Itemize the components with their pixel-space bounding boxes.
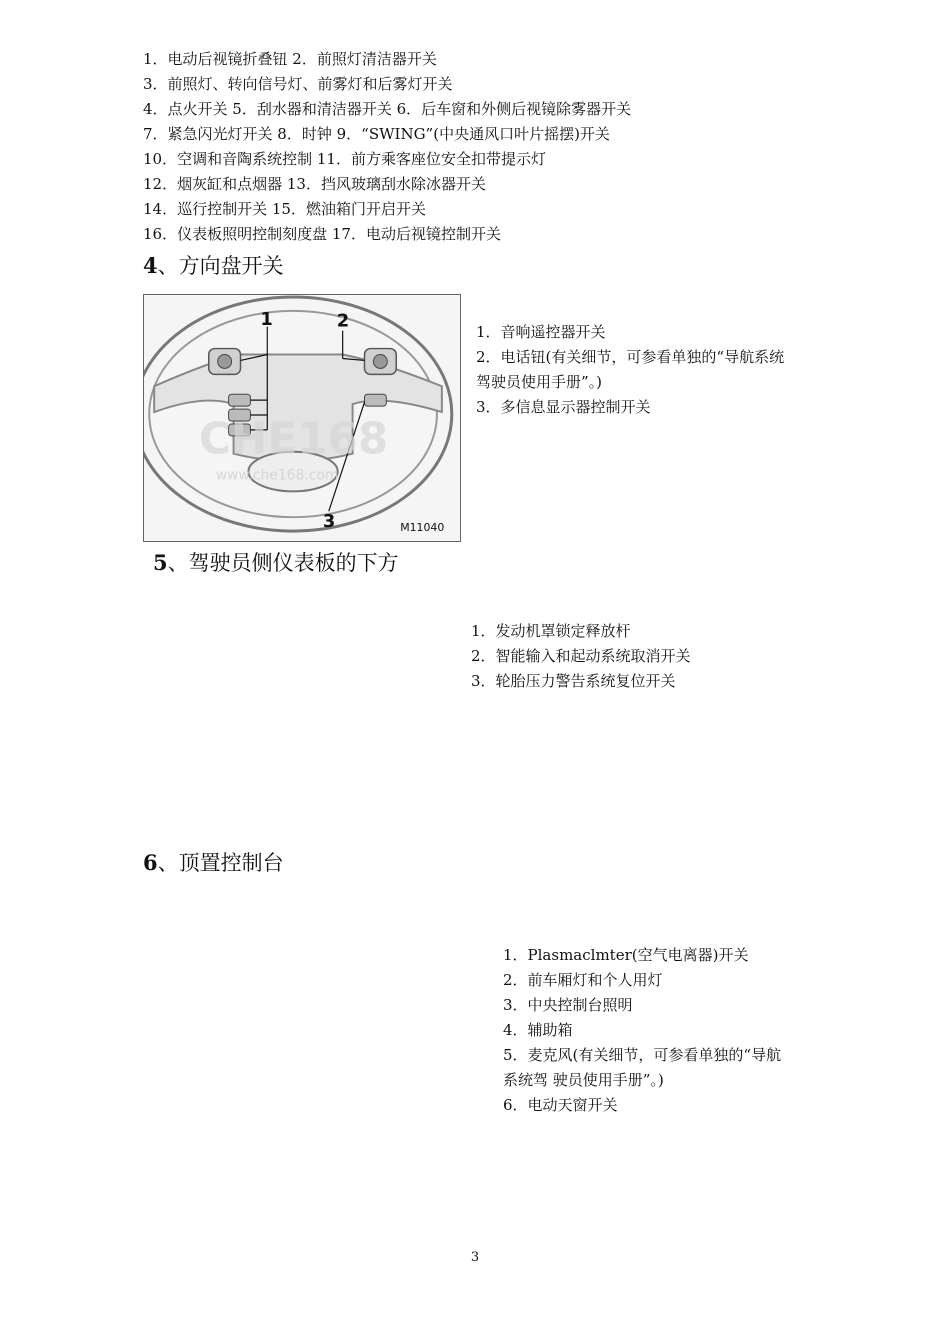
list3-line-6: 12．烟灰缸和点烟器 13．挡风玻璃刮水除冰器开关 [143, 175, 486, 193]
list3-line-8: 16．仪表板照明控制刻度盘 17．电动后视镜控制开关 [143, 225, 501, 243]
page-number: 3 [470, 1250, 480, 1265]
section6-item-2: 2．前车厢灯和个人用灯 [503, 971, 663, 989]
list3-line-5: 10．空调和音陶系统控制 11．前方乘客座位安全扣带提示灯 [143, 150, 546, 168]
section4-item-1: 1．音响遥控器开关 [476, 323, 606, 341]
section5-item-1: 1．发动机罩锁定释放杆 [471, 622, 631, 640]
section4-item-3: 3．多信息显示器控制开关 [476, 398, 651, 416]
section4-title: 、方向盘开关 [157, 254, 284, 278]
steering-wheel-diagram [144, 295, 460, 541]
section4-item-2-cont: 驾驶员使用手册”。) [476, 373, 603, 391]
watermark-url: www.che168.com [215, 467, 339, 484]
section5-heading [153, 548, 399, 578]
list3-line-7: 14．巡行控制开关 15．燃油箱门开启开关 [143, 200, 426, 218]
section4-number: 4 [143, 253, 158, 278]
list3-line-1: 1．电动后视镜折叠钮 2．前照灯清洁器开关 [143, 50, 437, 68]
section6-number: 6 [143, 850, 158, 875]
section6-item-5: 5．麦克风(有关细节，可参看单独的“导航 [503, 1046, 782, 1064]
callout-1: 1 [260, 308, 273, 330]
section4-item-2: 2．电话钮(有关细节，可参看单独的“导航系统 [476, 348, 785, 366]
callout-3: 3 [322, 511, 336, 533]
section6-item-1: 1．Plasmaclmter(空气电离器)开关 [503, 946, 749, 964]
section6-item-3: 3．中央控制台照明 [503, 996, 633, 1014]
section5-item-2: 2．智能输入和起动系统取消开关 [471, 647, 691, 665]
figure-code: M11040 [400, 521, 445, 535]
list3-line-4: 7．紧急闪光灯开关 8．时钟 9．“SWING”(中央通风口叶片摇摆)开关 [143, 125, 610, 143]
section5-title: 、驾驶员侧仪表板的下方 [167, 551, 399, 575]
section6-item-4: 4．辅助箱 [503, 1021, 573, 1039]
list3-line-3: 4．点火开关 5．刮水器和清洁器开关 6．后车窗和外侧后视镜除雾器开关 [143, 100, 632, 118]
list3-line-2: 3．前照灯、转向信号灯、前雾灯和后雾灯开关 [143, 75, 453, 93]
callout-2: 2 [336, 310, 350, 332]
watermark-text: CHE168 [198, 413, 389, 465]
section6-item-5-cont: 系统驾 驶员使用手册”。) [503, 1071, 664, 1089]
section6-item-6: 6．电动天窗开关 [503, 1096, 618, 1114]
section6-title: 、顶置控制台 [157, 851, 284, 875]
steering-wheel-figure [143, 294, 461, 542]
section5-item-3: 3．轮胎压力警告系统复位开关 [471, 672, 676, 690]
section6-heading [143, 848, 284, 878]
section5-number: 5 [153, 550, 168, 575]
section4-heading [143, 251, 284, 281]
